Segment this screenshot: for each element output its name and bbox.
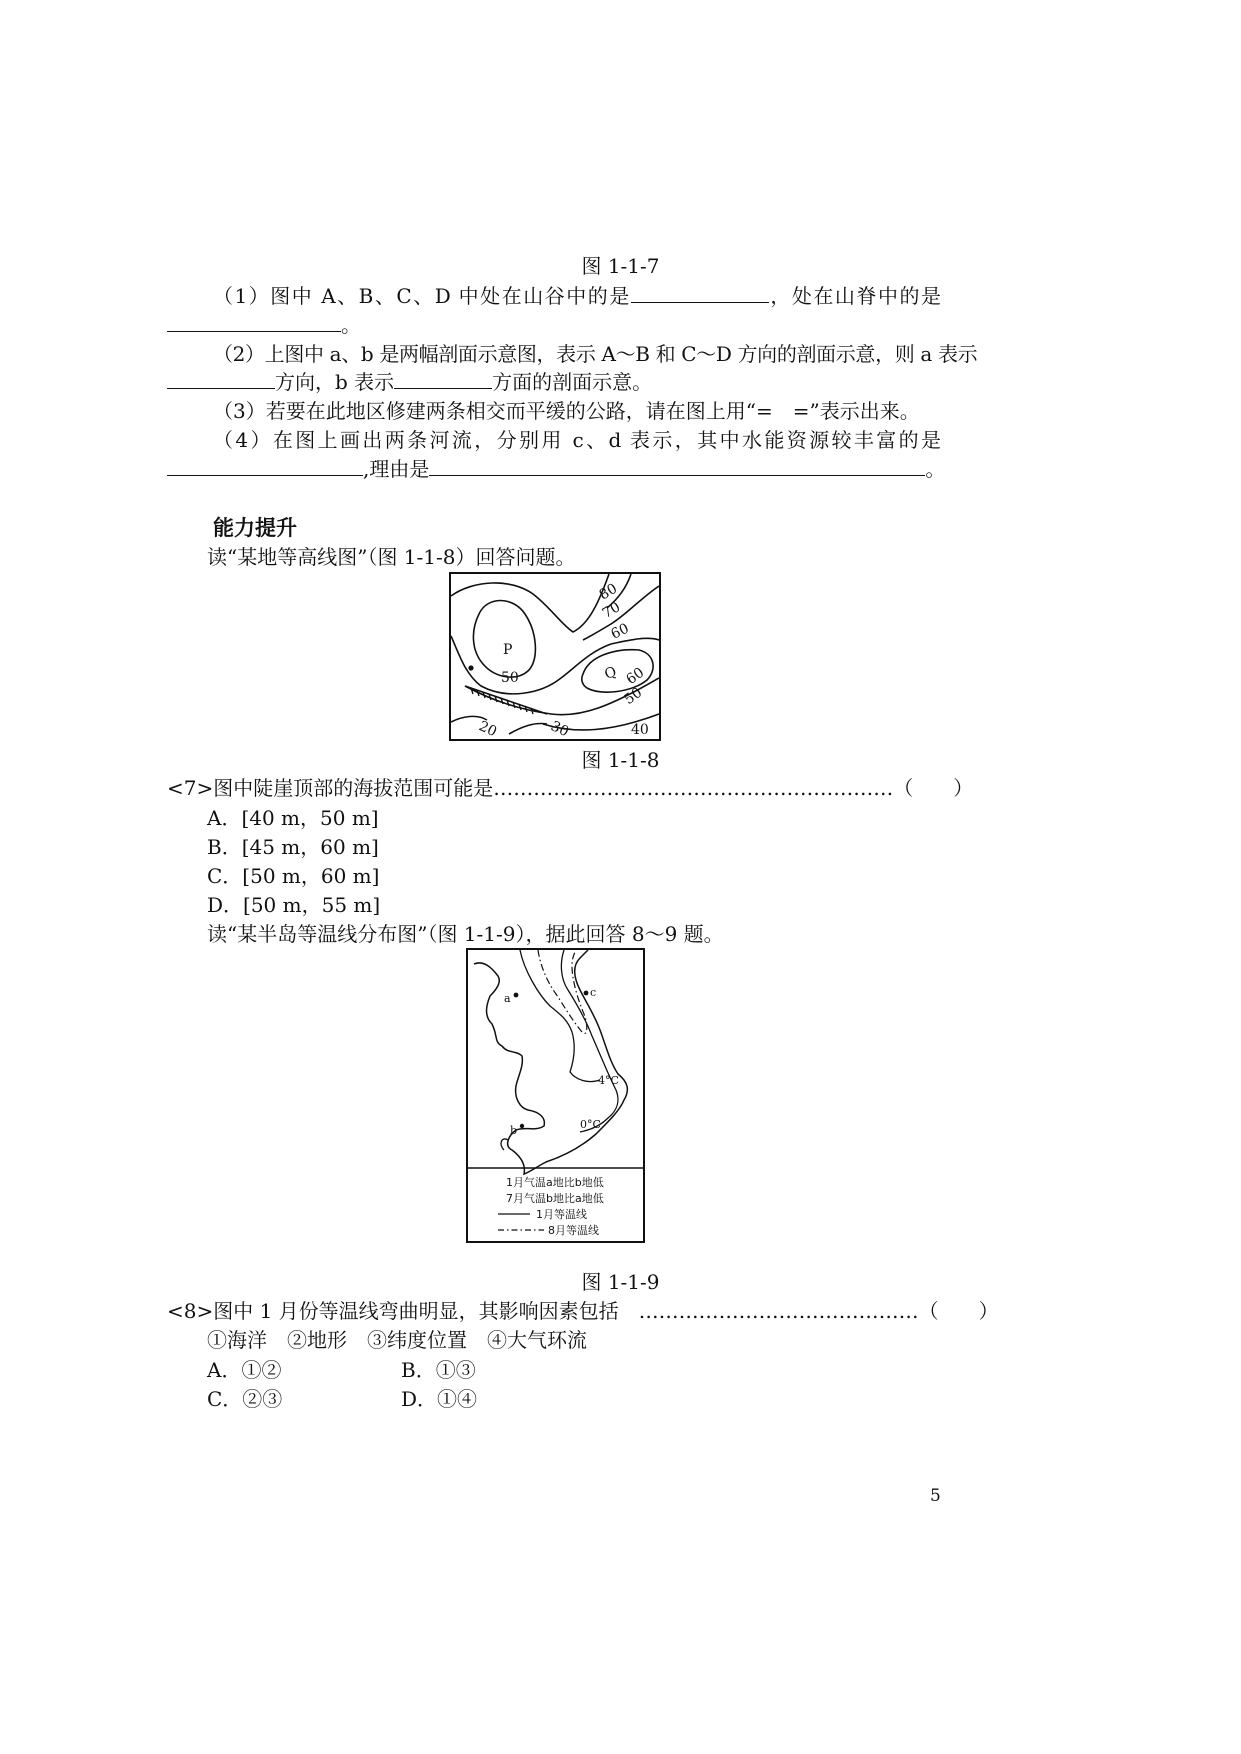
q7-option-a: A．[40 m，50 m] — [207, 806, 379, 830]
question-1-line-1 — [213, 282, 941, 310]
question-4-end: 。 — [925, 457, 946, 481]
fig-1-1-8-caption: 图 1-1-8 — [581, 748, 660, 772]
contour-map-figure — [449, 572, 661, 741]
isotherm-map-svg — [468, 950, 643, 1241]
peninsula-coastline — [474, 950, 627, 1174]
q7-option-c: C．[50 m，60 m] — [207, 864, 380, 888]
question-8-stem: <8>图中 1 月份等温线弯曲明显，其影响因素包括 ……………………………………（ ） — [167, 1299, 999, 1323]
cliff-symbol — [465, 686, 547, 714]
question-1-line-2 — [167, 311, 361, 339]
q8-factors: ①海洋 ②地形 ③纬度位置 ④大气环流 — [207, 1328, 587, 1352]
label-c: c — [590, 986, 597, 999]
intro-fig-1-1-9: 读“某半岛等温线分布图”（图 1-1-9），据此回答 8～9 题。 — [207, 922, 724, 946]
label-60-q: 60 — [623, 664, 648, 688]
a-direction-blank[interactable] — [167, 370, 275, 389]
legend-line-2: 7月气温b地比a地低 — [506, 1192, 604, 1205]
question-2-end: 方面的剖面示意。 — [492, 370, 653, 394]
isotherm-jan-0c — [561, 950, 618, 1132]
valley-answer-blank[interactable] — [631, 284, 769, 303]
label-4c: 4°C — [598, 1074, 619, 1087]
question-1-text: （1）图中 A、B、C、D 中处在山谷中的是 — [213, 284, 631, 308]
label-40: 40 — [631, 722, 649, 738]
question-2-line-1: （2）上图中 a、b 是两幅剖面示意图，表示 A～B 和 C～D 方向的剖面示意，则 a 表示 — [213, 342, 978, 366]
river-answer-blank[interactable] — [167, 457, 363, 476]
q8-option-d: D．①④ — [401, 1387, 478, 1411]
question-4-mid: ,理由是 — [363, 457, 430, 481]
question-2-line-2 — [167, 368, 652, 396]
reason-answer-blank[interactable] — [429, 457, 925, 476]
label-a: a — [504, 992, 511, 1005]
label-80: 80 — [596, 580, 621, 604]
contour-map-svg — [451, 574, 659, 739]
q7-option-b: B．[45 m，60 m] — [207, 835, 379, 859]
q7-option-d: D．[50 m，55 m] — [207, 893, 381, 917]
question-1-text-after: ，处在山脊中的是 — [768, 284, 942, 308]
page-number: 5 — [930, 1486, 941, 1506]
label-70: 70 — [599, 599, 624, 622]
question-1-end: 。 — [341, 313, 361, 337]
q8-option-c: C．②③ — [207, 1387, 283, 1411]
label-30: 30 — [548, 718, 572, 739]
location-dot — [468, 665, 473, 670]
label-50-p: 50 — [501, 670, 519, 686]
contour-line-60 — [451, 636, 659, 694]
fig-1-1-7-caption: 图 1-1-7 — [581, 254, 660, 278]
isotherm-aug — [538, 950, 587, 1033]
q8-option-a: A．①② — [207, 1358, 282, 1382]
contour-line-p-50 — [473, 601, 535, 678]
legend-line-1: 1月气温a地比b地低 — [506, 1176, 604, 1189]
point-b — [520, 1124, 524, 1128]
question-3: （3）若要在此地区修建两条相交而平缓的公路，请在图上用“= =”表示出来。 — [213, 399, 920, 423]
label-p: P — [503, 642, 513, 658]
question-4-line-2 — [167, 455, 945, 483]
question-2-mid: 方向，b 表示 — [275, 370, 395, 394]
b-direction-blank[interactable] — [394, 370, 492, 389]
point-a — [514, 993, 519, 998]
contour-line-30 — [509, 723, 547, 734]
section-heading: 能力提升 — [213, 516, 297, 540]
ridge-answer-blank[interactable] — [167, 313, 341, 332]
legend-aug: 8月等温线 — [548, 1224, 599, 1237]
isotherm-map-figure — [466, 948, 645, 1243]
label-20: 20 — [476, 718, 500, 739]
isotherm-jan-4c — [520, 950, 600, 1082]
label-q: Q — [602, 663, 619, 683]
label-60-upper: 60 — [608, 620, 632, 643]
label-b: b — [510, 1124, 518, 1137]
fig-1-1-9-caption: 图 1-1-9 — [581, 1270, 660, 1294]
label-50-lower: 50 — [621, 684, 646, 708]
point-c — [584, 991, 589, 996]
question-7-stem: <7>图中陡崖顶部的海拔范围可能是……………………………………………………（ ） — [167, 776, 974, 800]
label-0c: 0°C — [580, 1118, 601, 1131]
q8-option-b: B．①③ — [401, 1358, 476, 1382]
question-4-line-1: （4）在图上画出两条河流，分别用 c、d 表示，其中水能资源较丰富的是 — [213, 428, 941, 452]
intro-fig-1-1-8: 读“某地等高线图”（图 1-1-8）回答问题。 — [207, 545, 576, 569]
legend-jan: 1月等温线 — [536, 1208, 587, 1221]
